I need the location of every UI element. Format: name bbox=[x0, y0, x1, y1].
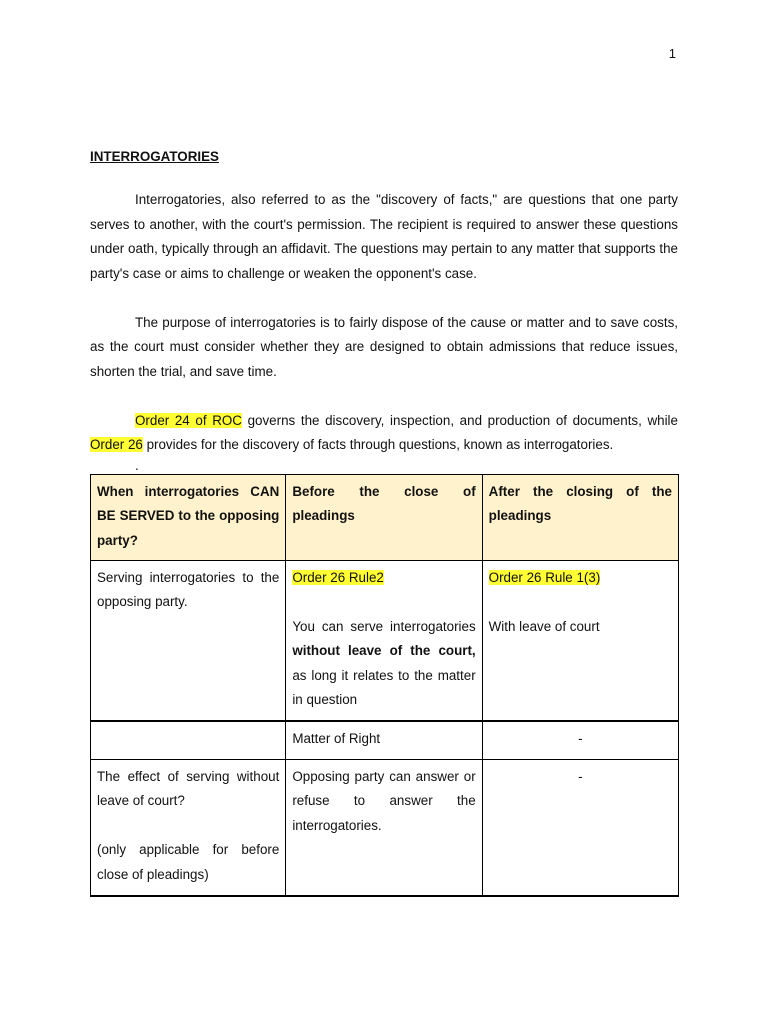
document-body bbox=[90, 147, 678, 897]
paragraph-interrogatories-definition: Interrogatories, also referred to as the "discovery of facts," are questions that one party serves to another, with the court's permission. The recipient is required to answer these questions under oath, typically through an affidavit. The questions may pertain to any matter that supports the party's case or aims to challenge or weaken the opponent's case. bbox=[90, 192, 678, 281]
paragraph-orders-text-1: governs the discovery, inspection, and production of documents, while bbox=[241, 412, 678, 428]
table-cell: Matter of Right bbox=[286, 721, 482, 760]
paragraph-orders bbox=[90, 409, 678, 458]
table-cell: Opposing party can answer or refuse to answer the interrogatories. bbox=[286, 759, 482, 896]
table-header-cell: When interrogatories CAN BE SERVED to the opposing party? bbox=[91, 474, 286, 560]
table-cell: - bbox=[482, 759, 678, 896]
cell-text-part: as long it relates to the matter in question bbox=[292, 667, 476, 707]
cell-text-part: You can serve interrogatories bbox=[292, 618, 476, 634]
highlight-order-26-rule-2: Order 26 Rule2 bbox=[292, 569, 384, 585]
table-cell: - bbox=[482, 721, 678, 760]
cell-bold-text: without leave of the court, bbox=[292, 643, 476, 658]
table-cell bbox=[286, 560, 482, 721]
cell-text: With leave of court bbox=[488, 618, 600, 634]
table-row bbox=[91, 721, 679, 760]
stray-dot: . bbox=[135, 457, 139, 473]
table-cell bbox=[91, 759, 286, 896]
cell-text bbox=[292, 615, 475, 713]
table-header-row bbox=[91, 474, 679, 560]
paragraph-purpose: The purpose of interrogatories is to fairly dispose of the cause or matter and to save costs, as the court must consider whether they are designed to obtain admissions that reduce issues, shorten the trial, and save time. bbox=[90, 314, 678, 379]
page-number: 1 bbox=[668, 46, 676, 61]
cell-text: (only applicable for before close of pleadings) bbox=[97, 842, 280, 882]
highlight-order-24: Order 24 of ROC bbox=[135, 412, 242, 428]
highlight-order-26-rule-1-3: Order 26 Rule 1(3) bbox=[488, 569, 601, 585]
cell-text: The effect of serving without leave of court? bbox=[97, 768, 280, 808]
table-cell bbox=[91, 721, 286, 760]
table-row bbox=[91, 560, 679, 721]
table-header-cell: After the closing of the pleadings bbox=[482, 474, 678, 560]
table-cell bbox=[482, 560, 678, 721]
document-heading: INTERROGATORIES bbox=[90, 149, 219, 164]
table-cell: Serving interrogatories to the opposing party. bbox=[91, 560, 286, 721]
paragraph-orders-text-2: provides for the discovery of facts through questions, known as interrogatories. bbox=[142, 437, 614, 452]
table-header-cell: Before the close of pleadings bbox=[286, 474, 482, 560]
highlight-order-26: Order 26 bbox=[90, 437, 143, 452]
table-row bbox=[91, 759, 679, 896]
interrogatories-table bbox=[90, 474, 679, 897]
